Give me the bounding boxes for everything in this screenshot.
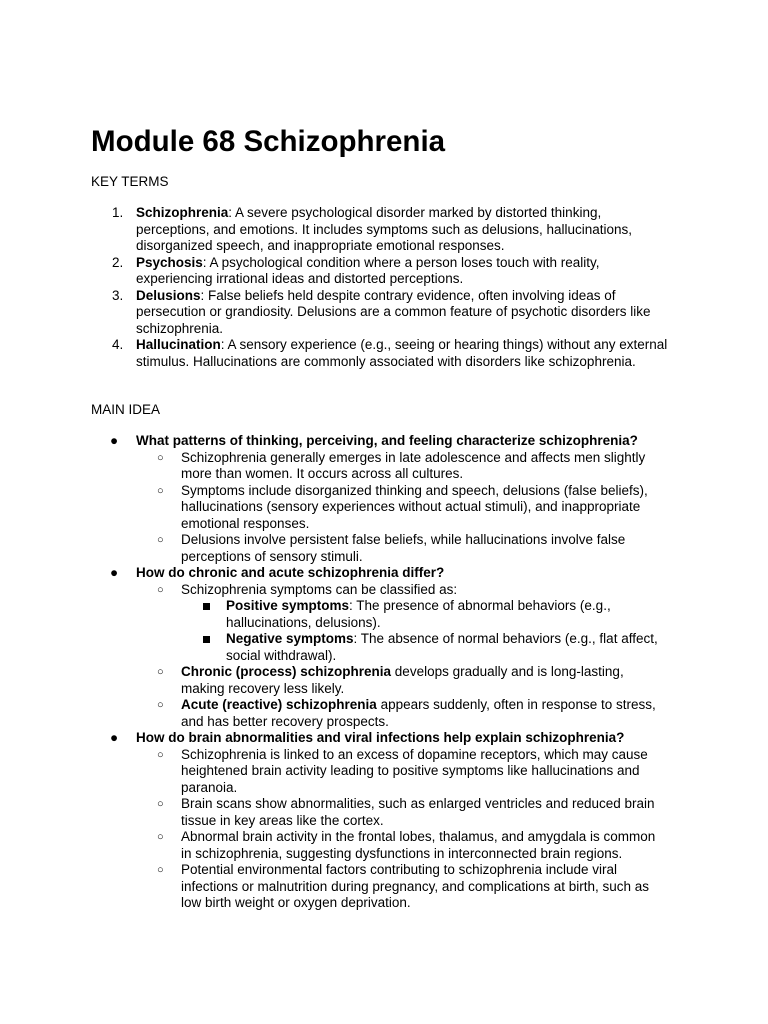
key-terms-list [91,205,671,370]
circle-bullet-icon: ○ [157,451,164,464]
point-text: develops gradually and is long-lasting, making recovery less likely. [181,664,624,696]
circle-bullet-icon: ○ [157,699,164,711]
term-label: Positive symptoms [226,598,350,613]
circle-bullet-icon: ○ [157,798,164,810]
list-item [91,255,671,288]
list-item [91,288,671,338]
point-text: Schizophrenia is linked to an excess of dopamine receptors, which may cause heightened brain activity leading to positive symptoms like hallucinations and paranoia. [181,746,648,795]
term-definition: : A severe psychological disorder marked by distorted thinking, perceptions, and emotions. It includes symptoms such as delusions, hallucinations, disorganized speech, and inappropriate emotional responses. [136,205,633,253]
list-item [91,433,691,565]
list-item [136,532,667,565]
term-label: Chronic (process) schizophrenia [181,664,392,679]
bullet-icon: ● [110,730,119,745]
point-text: : The presence of abnormal behaviors (e.g., hallucinations, delusions). [226,598,611,630]
circle-bullet-icon: ○ [157,484,164,497]
point-text: Potential environmental factors contributing to schizophrenia include viral infections or malnutrition during pregnancy, and complications at birth, such as low birth weight or oxygen deprivation. [181,862,649,910]
square-bullet-icon [203,636,210,643]
bullet-icon: ● [110,565,119,580]
term-definition: : False beliefs held despite contrary evidence, often involving ideas of persecution or grandiosity. Delusions are a common feature of psychotic disorders like schizophrenia. [136,287,651,336]
list-item [136,483,667,533]
circle-bullet-icon: ○ [157,748,164,761]
point-text: Schizophrenia generally emerges in late adolescence and affects men slightly more than women. It occurs across all cultures. [181,449,646,481]
question-text: How do brain abnormalities and viral infections help explain schizophrenia? [136,730,625,745]
circle-bullet-icon: ○ [157,583,164,596]
list-item [181,631,668,664]
square-bullet-icon [203,603,210,610]
list-number: 2. [112,254,124,270]
term-label: Psychosis [136,254,203,270]
list-number: 3. [112,287,124,303]
point-text: Brain scans show abnormalities, such as enlarged ventricles and reduced brain tissue in key areas like the cortex. [181,796,655,828]
circle-bullet-icon: ○ [157,666,164,678]
list-item [136,829,667,862]
point-text: Delusions involve persistent false beliefs, while hallucinations involve false perceptions of sensory stimuli. [181,532,626,564]
list-item [91,337,671,370]
main-idea-heading: MAIN IDEA [91,402,161,417]
list-item [91,730,691,912]
bullet-icon: ● [110,433,119,448]
circle-bullet-icon: ○ [157,534,164,546]
page-title: Module 68 Schizophrenia [91,125,446,158]
term-label: Acute (reactive) schizophrenia [181,697,377,712]
list-item [91,205,671,255]
list-item [91,565,691,730]
point-text: Symptoms include disorganized thinking and speech, delusions (false beliefs), hallucinations (sensory experiences without actual stimuli), and inappropriate emotional responses. [181,482,648,531]
term-label: Delusions [136,287,201,303]
question-text: What patterns of thinking, perceiving, and feeling characterize schizophrenia? [136,433,638,448]
key-terms-heading: KEY TERMS [91,174,169,189]
question-text: How do chronic and acute schizophrenia differ? [136,565,445,580]
point-text: appears suddenly, often in response to stress, and has better recovery prospects. [181,697,656,729]
list-item [136,796,667,829]
list-item [181,598,668,631]
point-text: Schizophrenia symptoms can be classified as: [181,581,458,597]
list-item [136,582,667,665]
main-idea-list [91,433,691,912]
list-number: 1. [112,205,124,220]
term-definition: : A sensory experience (e.g., seeing or hearing things) without any external stimulus. Hallucinations are commonly associated with disorders like schizophrenia. [136,337,668,369]
term-definition: : A psychological condition where a person loses touch with reality, experiencing irrational ideas and distorted perceptions. [136,254,600,286]
circle-bullet-icon: ○ [157,831,164,843]
point-text: Abnormal brain activity in the frontal lobes, thalamus, and amygdala is common in schizophrenia, suggesting dysfunctions in interconnected brain regions. [181,829,656,861]
term-label: Schizophrenia [136,205,229,220]
list-item [136,450,667,483]
list-item [136,664,667,697]
point-text: : The absence of normal behaviors (e.g., flat affect, social withdrawal). [226,631,658,663]
list-item [136,747,667,797]
term-label: Hallucination [136,337,221,352]
list-item [136,862,667,912]
circle-bullet-icon: ○ [157,864,164,876]
list-item [136,697,667,730]
list-number: 4. [112,337,124,352]
term-label: Negative symptoms [226,631,354,646]
